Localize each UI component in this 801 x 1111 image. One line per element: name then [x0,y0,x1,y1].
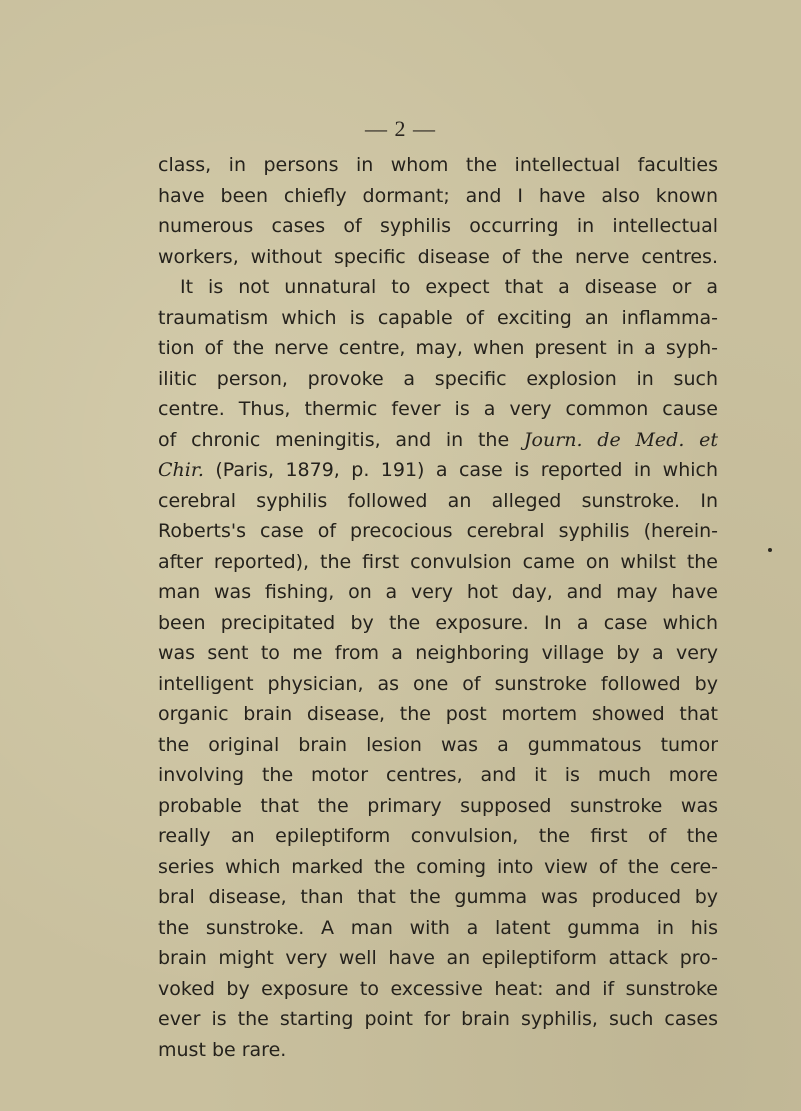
text-line: Roberts's case of precocious cerebral syphilis (herein- [158,520,718,542]
text-line: the sunstroke. A man with a latent gumma in his [158,916,718,939]
text-line: ever is the starting point for brain syphilis, such cases [158,1008,718,1030]
text-line [158,455,718,486]
text-line: after reported), the first convulsion came on whilst the [158,550,718,573]
journal-citation-italic: Chir. [158,459,204,481]
text-line: have been chiefly dormant; and I have also known [158,184,718,207]
text-line: series which marked the coming into view of the cere- [158,855,718,878]
text-segment: (Paris, 1879, p. 191) a case is reported in which [203,459,718,481]
text-line: traumatism which is capable of exciting an inflamma- [158,306,718,329]
paper-speck [768,548,772,552]
text-line: bral disease, than that the gumma was produced by [158,886,718,908]
text-line: the original brain lesion was a gummatous tumor [158,733,718,756]
text-line: really an epileptiform convulsion, the first of the [158,825,718,847]
text-line: was sent to me from a neighboring village by a very [158,642,718,664]
text-line: cerebral syphilis followed an alleged sunstroke. In [158,489,718,512]
text-line-paragraph-start: It is not unnatural to expect that a disease or a [180,276,718,298]
text-line: tion of the nerve centre, may, when present in a syph- [158,337,718,359]
text-line: centre. Thus, thermic fever is a very common cause [158,398,718,420]
body-text [158,150,718,1065]
text-line: probable that the primary supposed sunstroke was [158,794,718,817]
text-line: ilitic person, provoke a specific explosion in such [158,367,718,390]
text-line: organic brain disease, the post mortem showed that [158,703,718,725]
page-number: — 2 — [365,116,436,141]
text-line [158,425,718,456]
text-line: voked by exposure to excessive heat: and if sunstroke [158,977,718,1000]
text-line-paragraph-end: must be rare. [158,1038,287,1061]
text-line: intelligent physician, as one of sunstroke followed by [158,672,718,695]
text-segment: of chronic meningitis, and in the [158,428,524,451]
journal-citation-italic: Journ. de Med. et [523,428,718,451]
text-line: involving the motor centres, and it is much more [158,764,718,786]
text-line: man was fishing, on a very hot day, and may have [158,581,718,603]
text-line: brain might very well have an epileptiform attack pro- [158,947,718,969]
text-line: class, in persons in whom the intellectual faculties [158,154,718,176]
text-line: workers, without specific disease of the nerve centres. [158,245,718,268]
text-line: been precipitated by the exposure. In a case which [158,611,718,634]
text-line: numerous cases of syphilis occurring in intellectual [158,215,718,237]
